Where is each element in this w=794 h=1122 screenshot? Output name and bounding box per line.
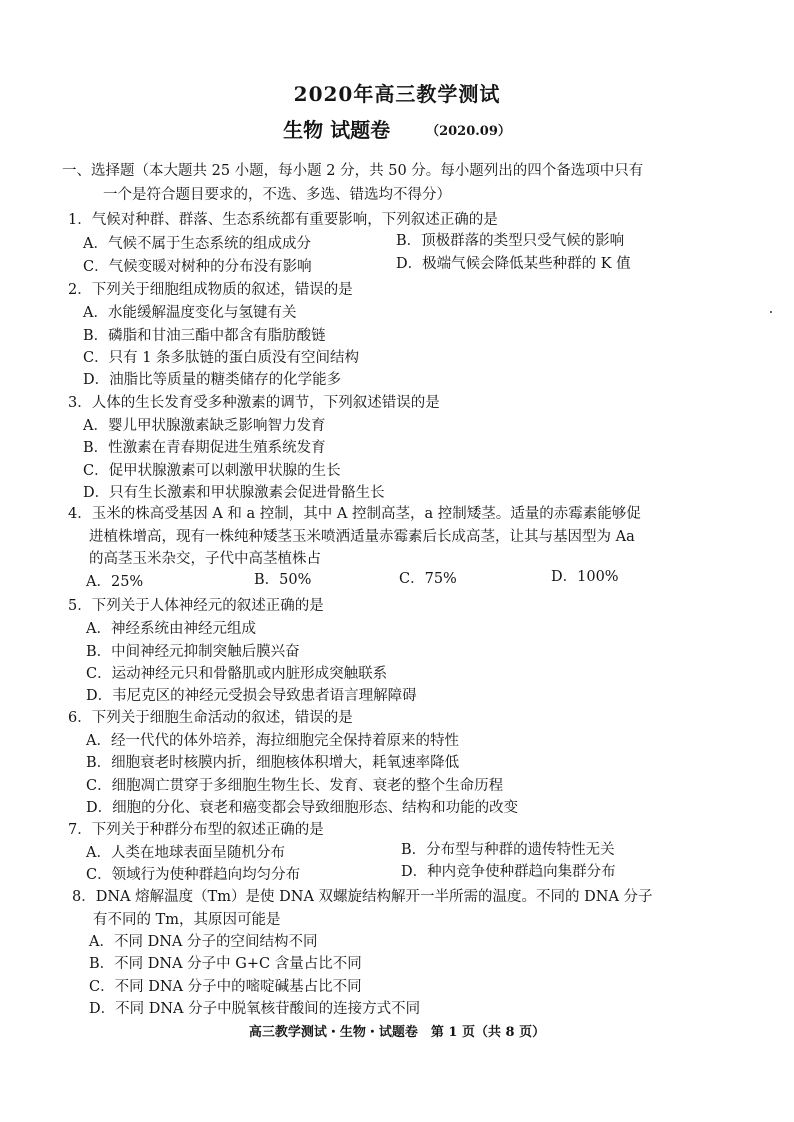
question-4-option-d: D．100% [551,569,619,585]
question-4-option-c: C．75% [399,571,457,587]
question-5-option-d: D．韦尼克区的神经元受损会导致患者语言理解障碍 [86,688,417,704]
question-4-stem-line-2: 进植株增高，现有一株纯种矮茎玉米喷洒适量赤霉素后长成高茎，让其与基因型为 Aa [89,529,635,545]
exam-subtitle [0,114,794,143]
question-8-stem-line-2: 有不同的 Tm，其原因可能是 [93,912,281,928]
question-2-option-c: C．只有 1 条多肽链的蛋白质没有空间结构 [83,350,360,366]
question-3-stem: 3．人体的生长发育受多种激素的调节，下列叙述错误的是 [68,395,440,411]
question-4-option-b: B．50% [254,572,312,588]
section-heading-line-1: 一、选择题（本大题共 25 小题，每小题 2 分，共 50 分。每小题列出的四个备选项中只有 [62,163,644,179]
subject-title: 生物 试题卷 [283,118,391,142]
question-3-option-b: B．性激素在青春期促进生殖系统发育 [83,440,326,456]
question-5-stem: 5．下列关于人体神经元的叙述正确的是 [68,598,324,614]
question-5-option-b: B．中间神经元抑制突触后膜兴奋 [86,644,300,660]
question-8-option-c: C．不同 DNA 分子中的嘧啶碱基占比不同 [89,979,362,995]
question-8-option-d: D．不同 DNA 分子中脱氧核苷酸间的连接方式不同 [89,1001,421,1017]
question-2-option-d: D．油脂比等质量的糖类储存的化学能多 [83,372,342,388]
question-1-option-c: C．气候变暖对树种的分布没有影响 [83,259,312,275]
question-1-stem: 1．气候对种群、群落、生态系统都有重要影响，下列叙述正确的是 [68,212,498,228]
question-4-stem-line-1: 4．玉米的株高受基因 A 和 a 控制，其中 A 控制高茎，a 控制矮茎。适量的赤霉素能够促 [68,506,641,522]
question-1-option-a: A．气候不属于生态系统的组成成分 [83,236,311,252]
question-3-option-d: D．只有生长激素和甲状腺激素会促进骨骼生长 [83,485,385,501]
question-7-option-b: B．分布型与种群的遗传特性无关 [401,842,615,858]
question-2-stem: 2．下列关于细胞组成物质的叙述，错误的是 [68,282,353,298]
question-3-option-a: A．婴儿甲状腺激素缺乏影响智力发育 [83,418,326,434]
question-2-option-a: A．水能缓解温度变化与氢键有关 [83,305,297,321]
section-heading-line-2: 一个是符合题目要求的，不选、多选、错选均不得分） [103,187,451,203]
question-7-stem: 7．下列关于种群分布型的叙述正确的是 [68,822,324,838]
question-8-option-b: B．不同 DNA 分子中 G+C 含量占比不同 [89,956,362,972]
exam-title: 2020年高三教学测试 [293,82,501,106]
question-5-option-c: C．运动神经元只和骨骼肌或内脏形成突触联系 [86,666,388,682]
question-4-stem-line-3: 的高茎玉米杂交，子代中高茎植株占 [89,551,321,567]
question-7-option-a: A．人类在地球表面呈随机分布 [86,845,285,861]
page-footer: 高三教学测试・生物・试题卷 第 1 页（共 8 页） [248,1025,546,1040]
question-4-option-a: A．25% [86,574,144,590]
question-7-option-d: D．种内竞争使种群趋向集群分布 [401,864,616,880]
question-8-option-a: A．不同 DNA 分子的空间结构不同 [89,934,318,950]
question-3-option-c: C．促甲状腺激素可以刺激甲状腺的生长 [83,463,341,479]
scan-speck [770,311,772,313]
question-8-stem-line-1: 8．DNA 熔解温度（Tm）是使 DNA 双螺旋结构解开一半所需的温度。不同的 DNA 分子 [72,889,653,905]
exam-date: （2020.09） [426,124,511,139]
question-1-option-d: D．极端气候会降低某些种群的 K 值 [396,256,631,272]
question-6-option-c: C．细胞凋亡贯穿于多细胞生物生长、发育、衰老的整个生命历程 [86,778,504,794]
question-2-option-b: B．磷脂和甘油三酯中都含有脂肪酸链 [83,328,326,344]
question-1-option-b: B．顶极群落的类型只受气候的影响 [396,233,625,249]
question-6-option-d: D．细胞的分化、衰老和癌变都会导致细胞形态、结构和功能的改变 [86,800,519,816]
question-6-option-b: B．细胞衰老时核膜内折，细胞核体积增大，耗氧速率降低 [86,755,460,771]
question-6-option-a: A．经一代代的体外培养，海拉细胞完全保持着原来的特性 [86,733,459,749]
question-5-option-a: A．神经系统由神经元组成 [86,621,256,637]
question-6-stem: 6．下列关于细胞生命活动的叙述，错误的是 [68,710,353,726]
question-7-option-c: C．领域行为使种群趋向均匀分布 [86,867,301,883]
